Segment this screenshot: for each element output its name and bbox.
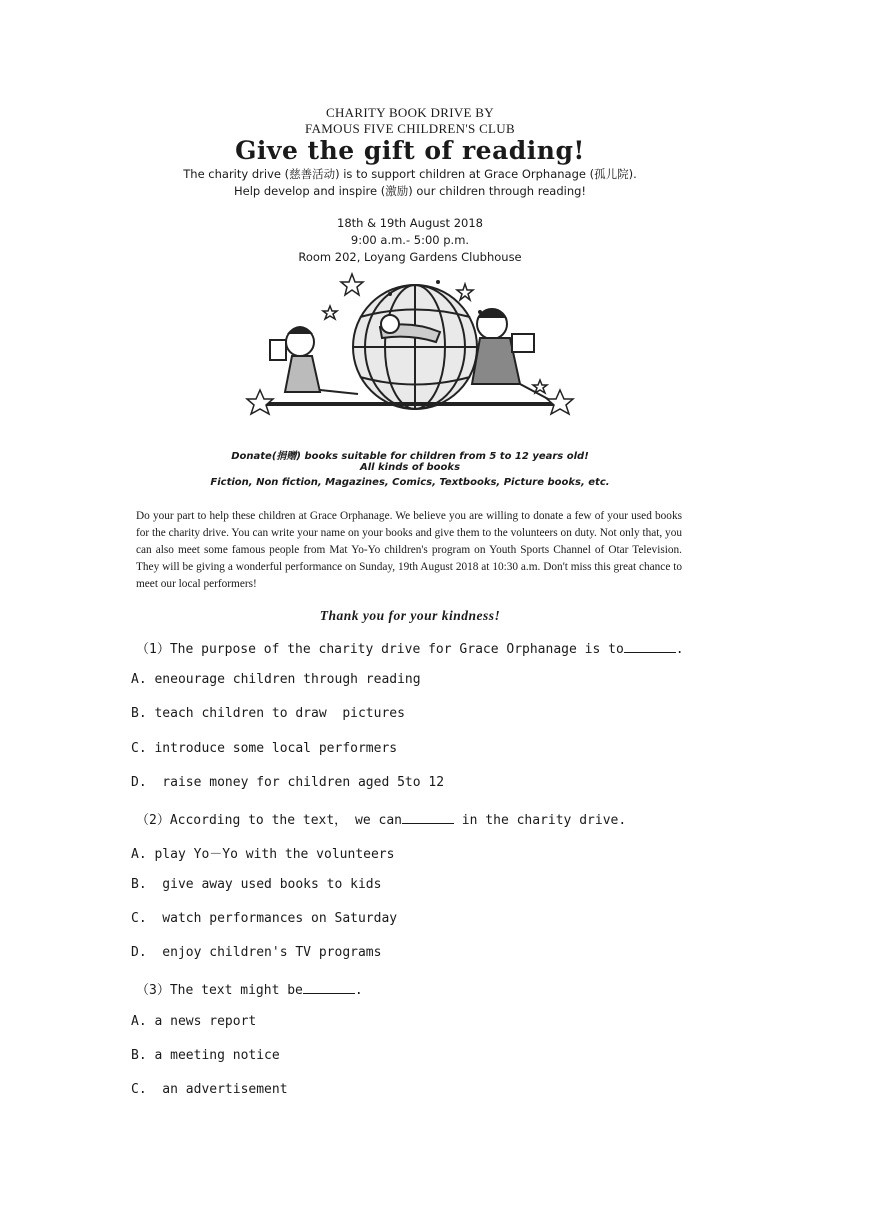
poster-donate-line3: Fiction, Non fiction, Magazines, Comics, Textbooks, Picture books, etc. (210, 477, 610, 488)
question-1-stem (136, 638, 684, 657)
question-3-stem (136, 979, 363, 998)
question-stem-text: （3）The text might be (136, 983, 303, 998)
answer-blank (624, 640, 676, 653)
question-2-stem (136, 809, 626, 828)
poster-heading-line2: FAMOUS FIVE CHILDREN'S CLUB (305, 121, 515, 136)
question-2-option-b: B. give away used books to kids (131, 877, 382, 892)
question-stem-tail: in the charity drive. (453, 813, 627, 828)
question-2-option-a: A. play Yo－Yo with the volunteers (131, 847, 395, 862)
question-3-option-b: B. a meeting notice (131, 1048, 280, 1063)
answer-blank (303, 981, 355, 994)
poster-purpose-line2: Help develop and inspire (激励) our children through reading! (233, 184, 587, 198)
question-stem-tail: . (675, 642, 684, 657)
question-stem-text: （1）The purpose of the charity drive for Grace Orphanage is to (136, 642, 624, 657)
poster-slogan: Give the gift of reading! (235, 136, 585, 165)
question-3-option-a: A. a news report (131, 1014, 257, 1029)
poster-paragraph: Do your part to help these children at Grace Orphanage. We believe you are willing to donate a few of your used books for the charity drive. You can write your name on your books and give them to the volunteers on duty. Not only that, you can also meet some famous people from Mat Yo-Yo children's program on Youth Sports Channel of Otar Television. They will be giving a wonderful performance on Sunday, 19th August 2018 at 10:30 a.m. Don't miss this great chance to meet our local performers! (136, 510, 682, 590)
question-2-option-d: D. enjoy children's TV programs (131, 945, 382, 960)
question-2-option-c: C. watch performances on Saturday (131, 911, 398, 926)
poster-venue: Room 202, Loyang Gardens Clubhouse (298, 250, 522, 264)
question-stem-text: （2）According to the text， we can (136, 813, 402, 828)
poster-thanks: Thank you for your kindness! (319, 608, 501, 623)
poster-donate-line1: Donate(捐赠) books suitable for children from 5 to 12 years old! (231, 451, 589, 462)
question-1-option-b: B. teach children to draw pictures (131, 706, 405, 721)
globe-reading-illustration (240, 272, 580, 422)
question-stem-tail: . (354, 983, 363, 998)
poster-purpose-line1: The charity drive (慈善活动) is to support children at Grace Orphanage (孤儿院). (183, 167, 637, 181)
poster-donate-line2: All kinds of books (359, 462, 461, 473)
question-1-option-a: A. eneourage children through reading (131, 672, 421, 687)
charity-poster (130, 100, 690, 630)
answer-blank (402, 811, 454, 824)
question-1-option-c: C. introduce some local performers (131, 741, 398, 756)
poster-dates: 18th & 19th August 2018 (337, 216, 483, 230)
question-1-option-d: D. raise money for children aged 5to 12 (131, 775, 445, 790)
poster-time: 9:00 a.m.- 5:00 p.m. (350, 233, 470, 247)
poster-heading-line1: CHARITY BOOK DRIVE BY (326, 105, 494, 120)
question-3-option-c: C. an advertisement (131, 1082, 288, 1097)
